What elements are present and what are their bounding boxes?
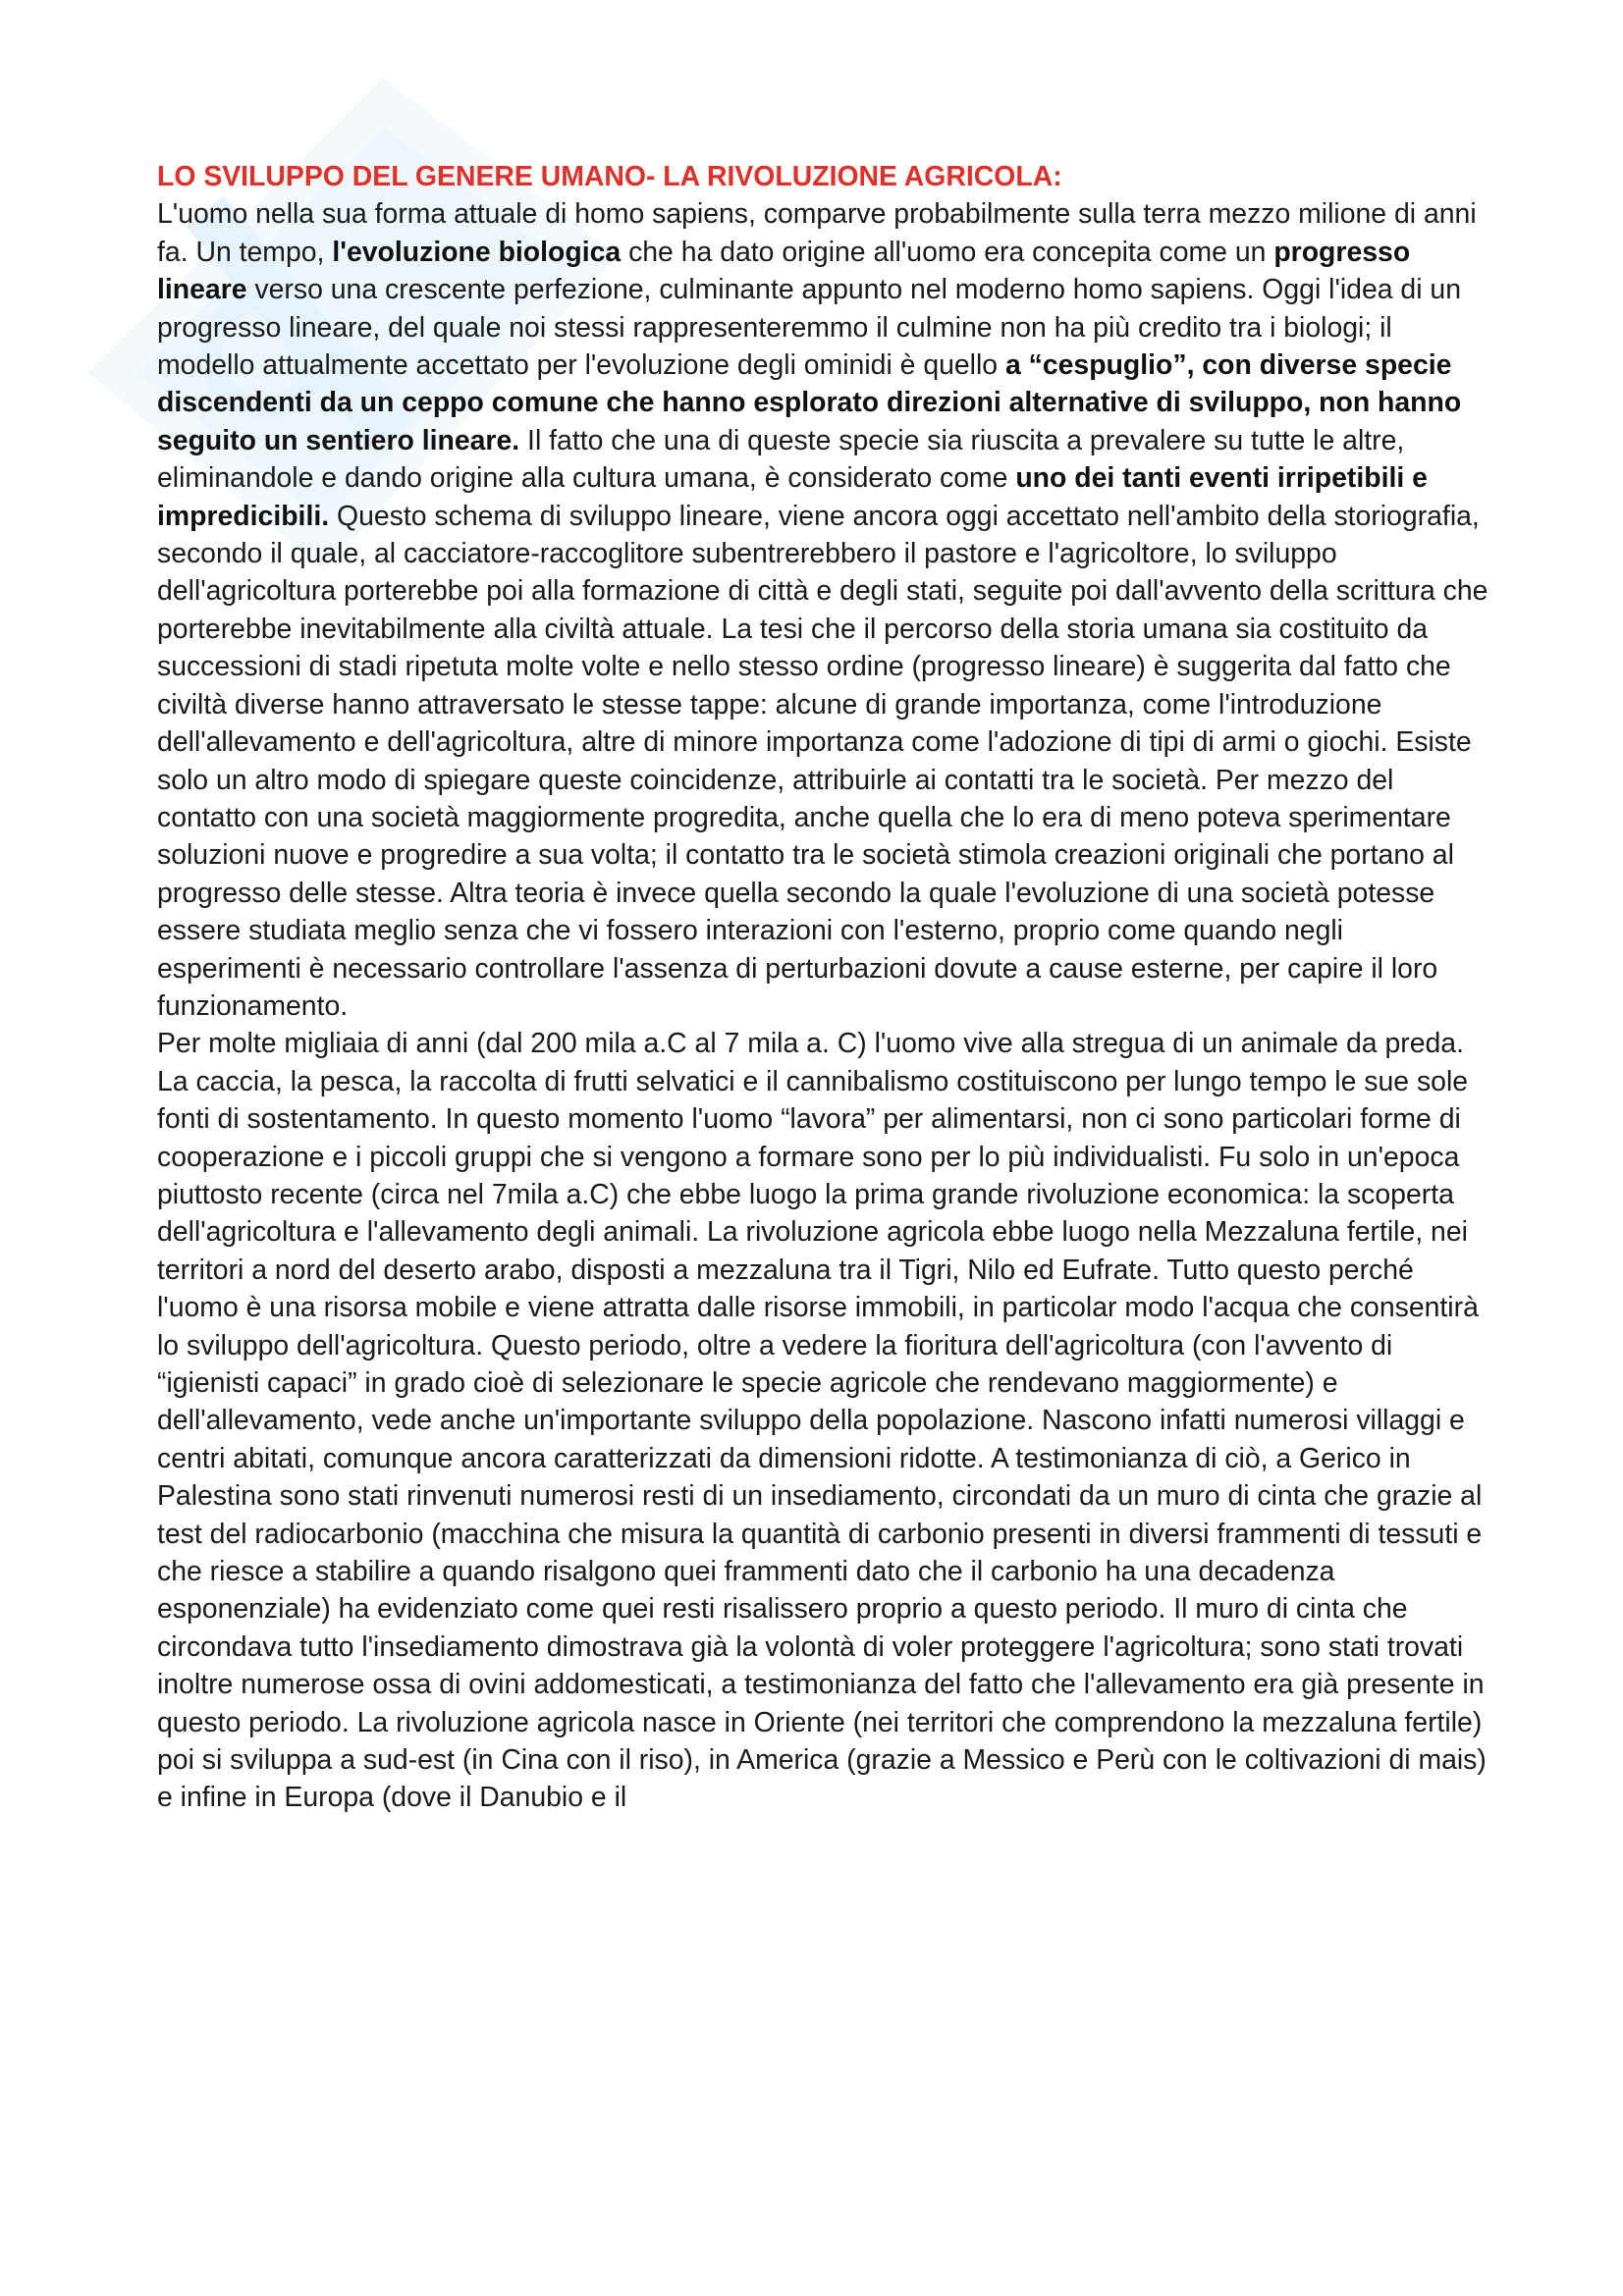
p1-bold-2: progresso lineare (157, 236, 1411, 306)
document-body (157, 158, 1492, 1817)
p1-bold-3: a “cespuglio”, con diverse specie discendenti da un ceppo comune che hanno esplorato direzioni alternative di sviluppo, non hanno seguito un sentiero lineare. (157, 349, 1462, 456)
p1-text-5: Questo schema di sviluppo lineare, viene ancora oggi accettato nell'ambito della storiografia, secondo il quale, al cacciatore-raccoglitore subentrerebbero il pastore e l'agricoltore, lo sviluppo dell'agricoltura porterebbe poi alla formazione di città e degli stati, seguite poi dall'avvento della scrittura che porterebbe inevitabilmente alla civiltà attuale. La tesi che il percorso della storia umana sia costituito da successioni di stadi ripetuta molte volte e nello stesso ordine (progresso lineare) è suggerita dal fatto che civiltà diverse hanno attraversato le stesse tappe: alcune di grande importanza, come l'introduzione dell'allevamento e dell'agricoltura, altre di minore importanza come l'adozione di tipi di armi o giochi. Esiste solo un altro modo di spiegare queste coincidenze, attribuirle ai contatti tra le società. Per mezzo del contatto con una società maggiormente progredita, anche quella che lo era di meno poteva sperimentare soluzioni nuove e progredire a sua volta; il contatto tra le società stimola creazioni originali che portano al progresso delle stesse. Altra teoria è invece quella secondo la quale l'evoluzione di una società potesse essere studiata meglio senza che vi fossero interazioni con l'esterno, proprio come quando negli esperimenti è necessario controllare l'assenza di perturbazioni dovute a cause esterne, per capire il loro funzionamento. (157, 500, 1488, 1022)
p1-text-1: L'uomo nella sua forma attuale di homo sapiens, comparve probabilmente sulla terra mezzo milione di anni fa. Un tempo, (157, 198, 1477, 268)
p1-text-3: verso una crescente perfezione, culminante appunto nel moderno homo sapiens. Oggi l'idea di un progresso lineare, del quale noi stessi rappresenteremmo il culmine non ha più credito tra i biologi; il modello attualmente accettato per l'evoluzione degli ominidi è quello (157, 274, 1461, 382)
p1-text-2: che ha dato origine all'uomo era concepita come un (621, 236, 1274, 268)
document-title: LO SVILUPPO DEL GENERE UMANO- LA RIVOLUZIONE AGRICOLA: (157, 161, 1062, 192)
paragraph-1 (157, 195, 1492, 1025)
paragraph-2: Per molte migliaia di anni (dal 200 mila a.C al 7 mila a. C) l'uomo vive alla stregua di un animale da preda. La caccia, la pesca, la raccolta di frutti selvatici e il cannibalismo costituiscono per lungo tempo le sue sole fonti di sostentamento. In questo momento l'uomo “lavora” per alimentarsi, non ci sono particolari forme di cooperazione e i piccoli gruppi che si vengono a formare sono per lo più individualisti. Fu solo in un'epoca piuttosto recente (circa nel 7mila a.C) che ebbe luogo la prima grande rivoluzione economica: la scoperta dell'agricoltura e l'allevamento degli animali. La rivoluzione agricola ebbe luogo nella Mezzaluna fertile, nei territori a nord del deserto arabo, disposti a mezzaluna tra il Tigri, Nilo ed Eufrate. Tutto questo perché l'uomo è una risorsa mobile e viene attratta dalle risorse immobili, in particolar modo l'acqua che consentirà lo sviluppo dell'agricoltura. Questo periodo, oltre a vedere la fioritura dell'agricoltura (con l'avvento di “igienisti capaci” in grado cioè di selezionare le specie agricole che rendevano maggiormente) e dell'allevamento, vede anche un'importante sviluppo della popolazione. Nascono infatti numerosi villaggi e centri abitati, comunque ancora caratterizzati da dimensioni ridotte. A testimonianza di ciò, a Gerico in Palestina sono stati rinvenuti numerosi resti di un insediamento, circondati da un muro di cinta che grazie al test del radiocarbonio (macchina che misura la quantità di carbonio presenti in diversi frammenti di tessuti e che riesce a stabilire a quando risalgono quei frammenti dato che il carbonio ha una decadenza esponenziale) ha evidenziato come quei resti risalissero proprio a questo periodo. Il muro di cinta che circondava tutto l'insediamento dimostrava già la volontà di voler proteggere l'agricoltura; sono stati trovati inoltre numerose ossa di ovini addomesticati, a testimonianza del fatto che l'allevamento era già presente in questo periodo. La rivoluzione agricola nasce in Oriente (nei territori che comprendono la mezzaluna fertile) poi si sviluppa a sud-est (in Cina con il riso), in America (grazie a Messico e Perù con le coltivazioni di mais) e infine in Europa (dove il Danubio e il (157, 1028, 1487, 1814)
p1-text-4: Il fatto che una di queste specie sia riuscita a prevalere su tutte le altre, eliminandole e dando origine alla cultura umana, è considerato come (157, 424, 1405, 495)
p1-bold-4: uno dei tanti eventi irripetibili e impredicibili. (157, 462, 1428, 532)
p1-bold-1: l'evoluzione biologica (332, 236, 622, 268)
